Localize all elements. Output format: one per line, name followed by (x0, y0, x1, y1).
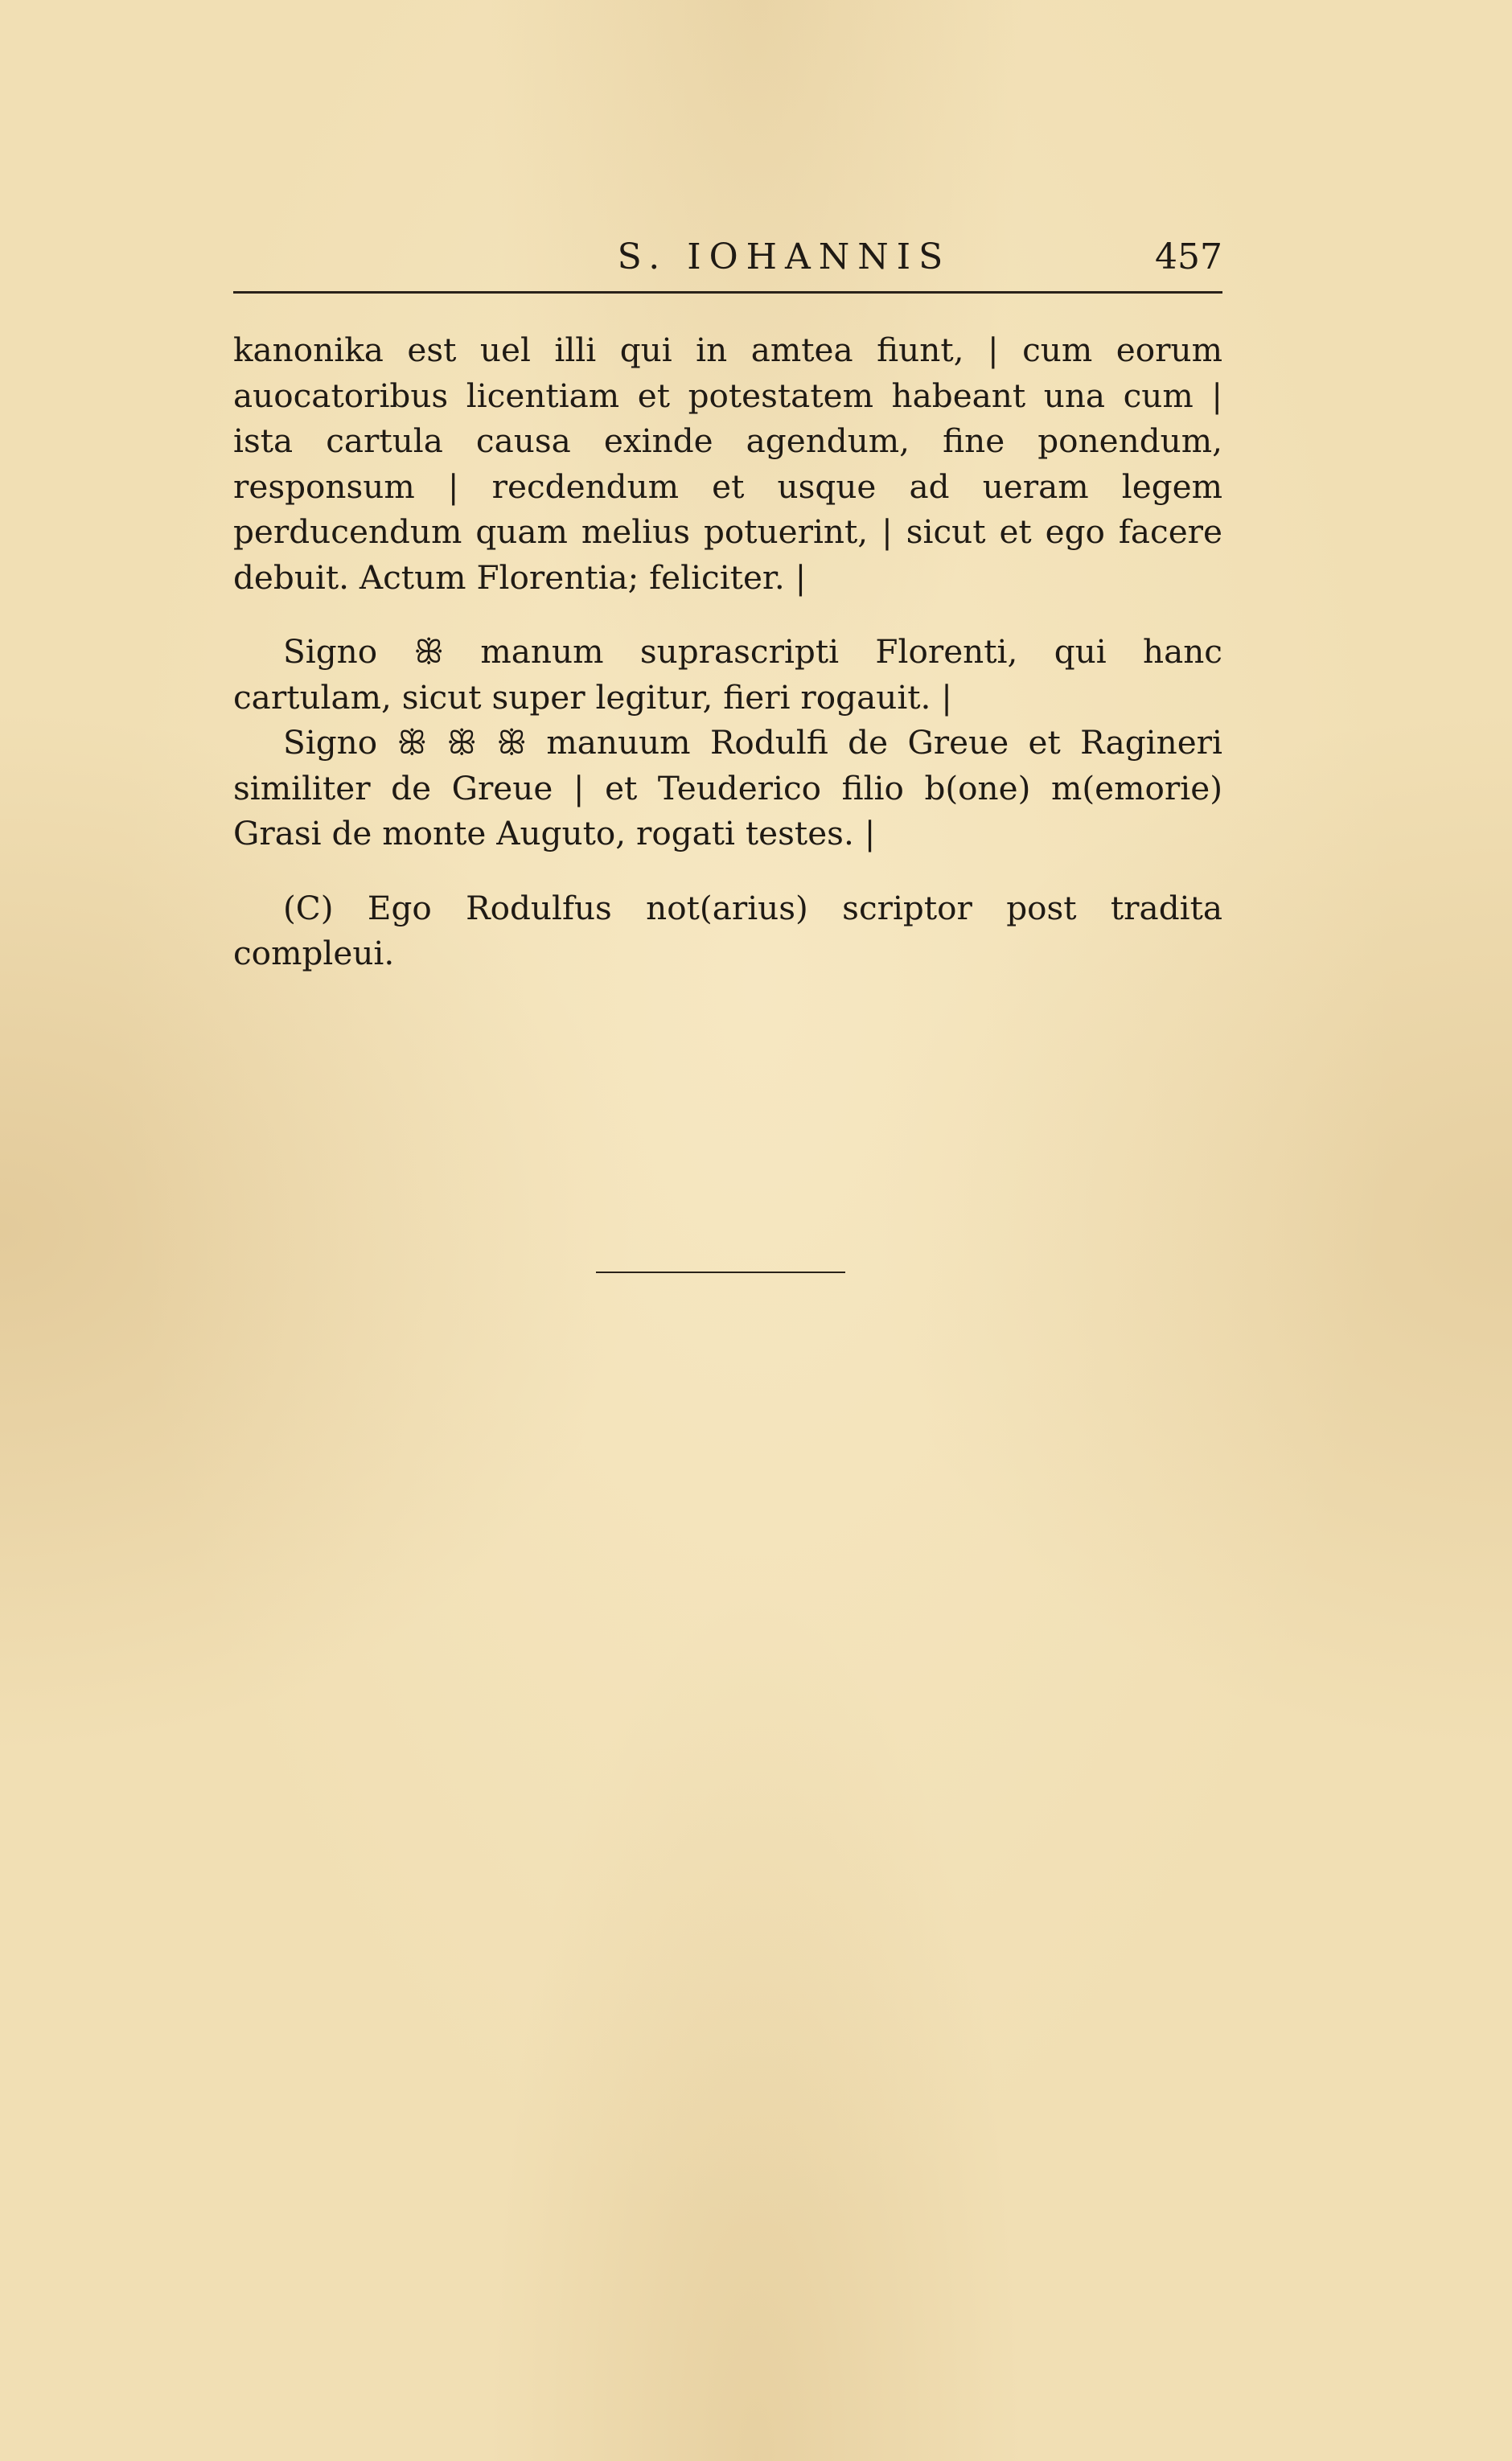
paragraph-notary-subscription: (C) Ego Rodulfus not(arius) scriptor post tradita compleui. (233, 888, 1222, 972)
header-rule (233, 291, 1222, 294)
running-head (233, 233, 1222, 290)
paragraph-signature-witnesses: Signo ꕥ ꕥ ꕥ manuum Rodulfi de Greue et Ragineri similiter de Greue | et Teuderico filio b(one) m(emorie) Grasi de monte Auguto, rogati testes. | (233, 723, 1222, 853)
document-body (233, 327, 1222, 976)
page-number: 457 (1155, 236, 1222, 277)
paragraph-charter-clause: kanonika est uel illi qui in amtea fiunt, | cum eorum auocatoribus licentiam et potestatem habeant una cum | ista cartula causa exinde agendum, fine ponendum, responsum | recdendum et usque ad ueram legem perducendum quam melius potuerint, | sicut et ego facere debuit. Actum Florentia; feliciter. | (233, 331, 1222, 597)
document-page (233, 233, 1222, 976)
running-head-title: S. IOHANNIS (617, 236, 951, 277)
paragraph-signature-florentius: Signo ꕥ manum suprascripti Florenti, qui hanc cartulam, sicut super legitur, fieri rogauit. | (233, 632, 1222, 717)
end-rule (596, 1272, 845, 1273)
